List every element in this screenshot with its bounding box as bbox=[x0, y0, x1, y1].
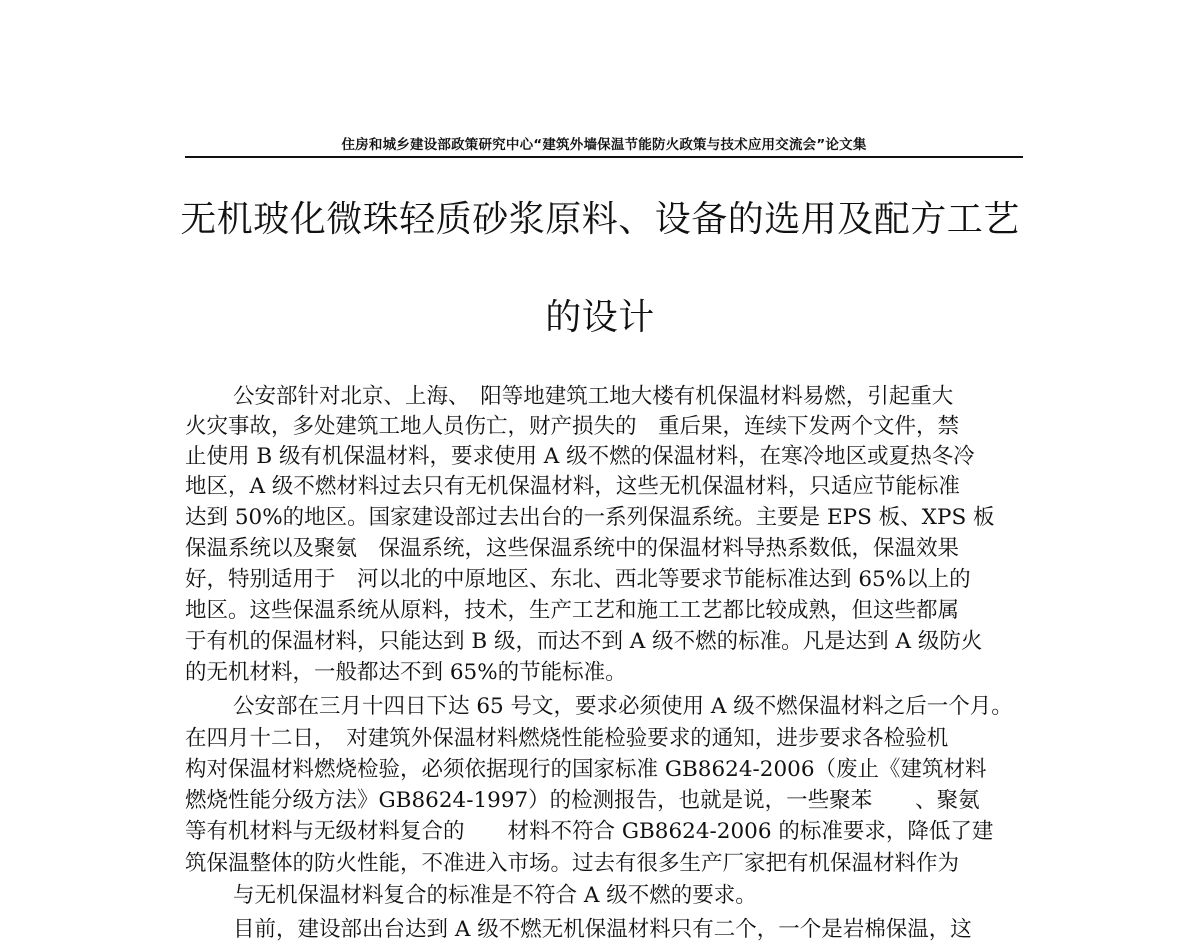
body-line: 公安部针对北京、上海、 阳等地建筑工地大楼有机保温材料易燃，引起重大 bbox=[233, 384, 954, 409]
running-header: 住房和城乡建设部政策研究中心“建筑外墙保温节能防火政策与技术应用交流会”论文集 bbox=[341, 137, 867, 153]
body-line: 于有机的保温材料，只能达到 B 级，而达不到 A 级不燃的标准。凡是达到 A 级防火 bbox=[185, 629, 983, 654]
header-rule bbox=[185, 156, 1023, 158]
body-line: 火灾事故，多处建筑工地人员伤亡，财产损失的 重后果，连续下发两个文件，禁 bbox=[185, 414, 960, 439]
body-line: 公安部在三月十四日下达 65 号文，要求必须使用 A 级不燃保温材料之后一个月。 bbox=[233, 694, 1013, 719]
body-line: 止使用 B 级有机保温材料，要求使用 A 级不燃的保温材料，在寒冷地区或夏热冬冷 bbox=[185, 444, 975, 469]
body-line: 燃烧性能分级方法》GB8624-1997）的检测报告，也就是说，一些聚苯 、聚氨 bbox=[185, 788, 980, 813]
body-line: 目前，建设部出台达到 A 级不燃无机保温材料只有二个，一个是岩棉保温，这 bbox=[233, 917, 972, 942]
body-line: 的无机材料，一般都达不到 65%的节能标准。 bbox=[185, 660, 627, 685]
body-line: 筑保温整体的防火性能，不准进入市场。过去有很多生产厂家把有机保温材料作为 bbox=[185, 851, 960, 876]
body-line: 地区。这些保温系统从原料，技术，生产工艺和施工工艺都比较成熟，但这些都属 bbox=[185, 598, 960, 623]
body-line: 好，特别适用于 河以北的中原地区、东北、西北等要求节能标准达到 65%以上的 bbox=[185, 567, 971, 592]
body-line: 保温系统以及聚氨 保温系统，这些保温系统中的保温材料导热系数低，保温效果 bbox=[185, 536, 960, 561]
body-line: 与无机保温材料复合的标准是不符合 A 级不燃的要求。 bbox=[233, 883, 757, 908]
title-line-2: 的设计 bbox=[545, 297, 655, 338]
body-line: 达到 50%的地区。国家建设部过去出台的一系列保温系统。主要是 EPS 板、XPS 板 bbox=[185, 505, 995, 530]
body-line: 等有机材料与无级材料复合的 材料不符合 GB8624-2006 的标准要求，降低了建 bbox=[185, 819, 994, 844]
title-line-1: 无机玻化微珠轻质砂浆原料、设备的选用及配方工艺 bbox=[180, 199, 1020, 240]
body-line: 在四月十二日， 对建筑外保温材料燃烧性能检验要求的通知，进步要求各检验机 bbox=[185, 726, 949, 751]
body-line: 地区，A 级不燃材料过去只有无机保温材料，这些无机保温材料，只适应节能标准 bbox=[185, 474, 960, 499]
body-line: 构对保温材料燃烧检验，必须依据现行的国家标准 GB8624-2006（废止《建筑材料 bbox=[185, 757, 987, 782]
